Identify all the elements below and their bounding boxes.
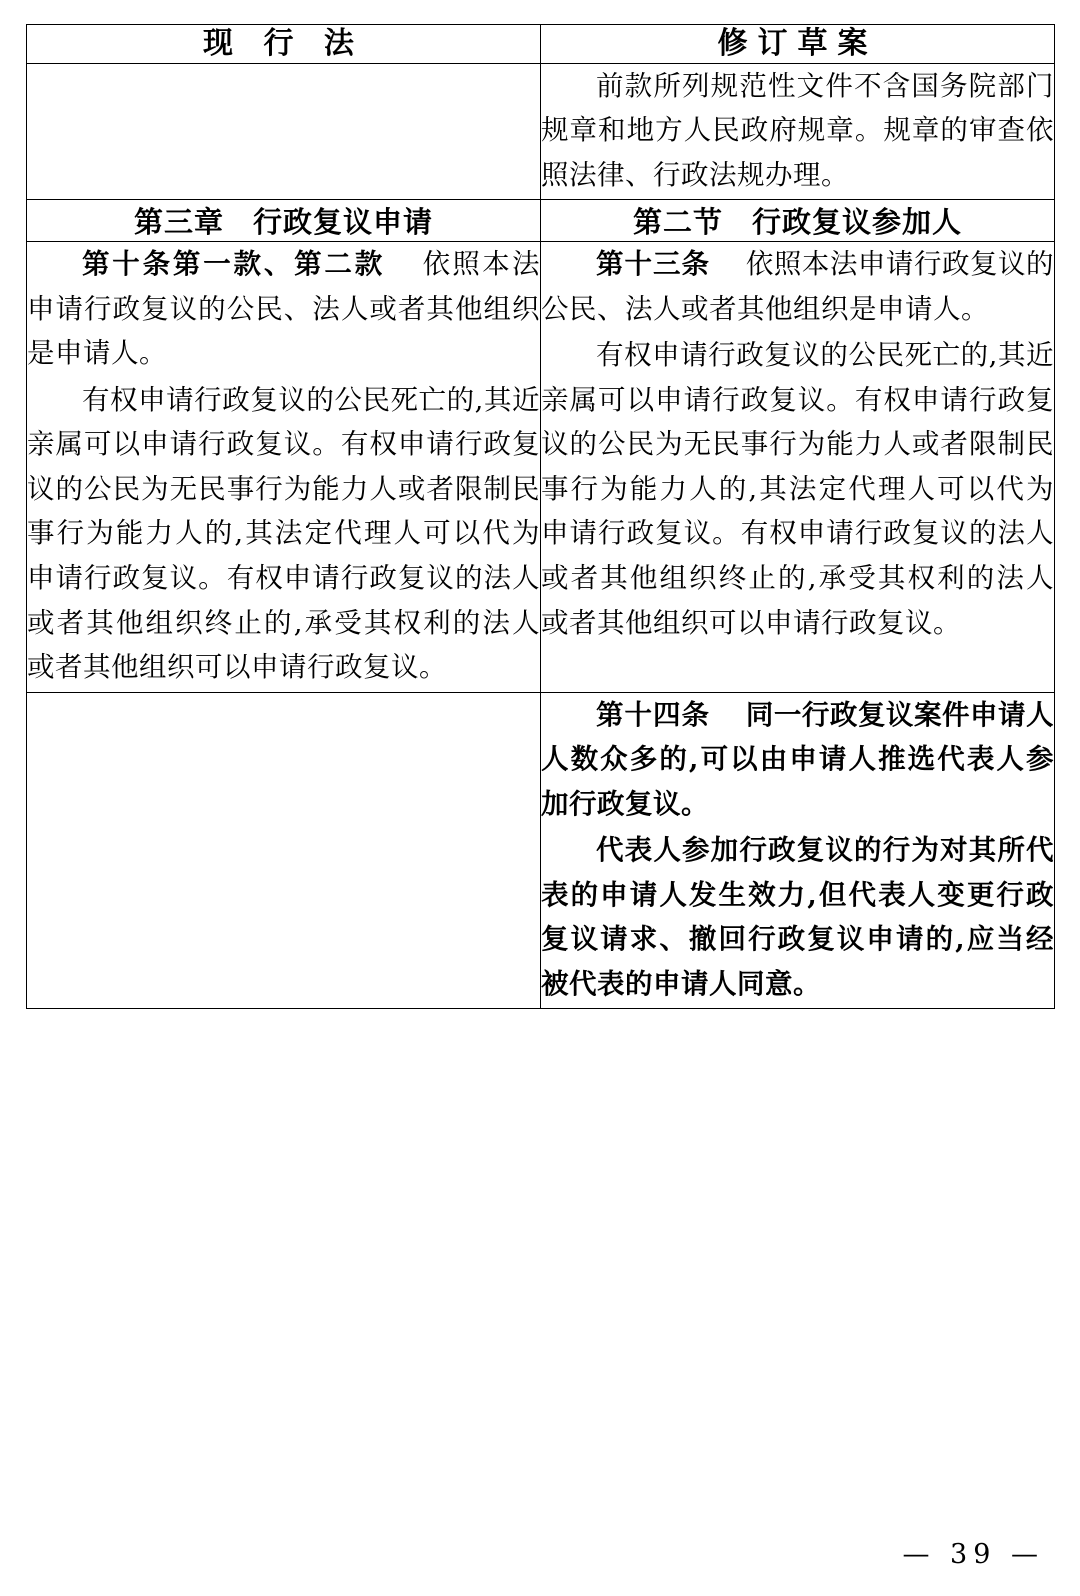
cell-revision-clause (541, 63, 1055, 200)
cell-current-law-article-10 (27, 242, 541, 692)
cell-current-law-empty-2 (27, 692, 541, 1009)
chapter-title: 行政复议申请 (253, 205, 434, 240)
section-title: 行政复议参加人 (752, 205, 963, 240)
paragraph-text: 同一行政复议案件申请人人数众多的,可以由申请人推选代表人参加行政复议。 (541, 698, 1055, 820)
paragraph (27, 378, 540, 690)
paragraph-text: 代表人参加行政复议的行为对其所代表的申请人发生效力,但代表人变更行政复议请求、撤回行政复议申请的,应当经被代表的申请人同意。 (541, 834, 1054, 1000)
paragraph (541, 333, 1054, 645)
article-number: 第十四条 (596, 698, 711, 731)
chapter-number: 第三章 (133, 205, 224, 240)
paragraph-text: 有权申请行政复议的公民死亡的,其近亲属可以申请行政复议。有权申请行政复议的公民为无民事行为能力人或者限制民事行为能力人的,其法定代理人可以代为申请行政复议。有权申请行政复议的法人或者其他组织终止的,承受其权利的法人或者其他组织可以申请行政复议。 (27, 383, 540, 684)
article-number: 第十三条 (596, 248, 711, 281)
paragraph: 前款所列规范性文件不含国务院部门规章和地方人民政府规章。规章的审查依照法律、行政法规办理。 (541, 69, 1054, 191)
table-row-chapter (27, 200, 1055, 242)
cell-chapter-current-law (27, 200, 541, 242)
cell-revision-article-13 (541, 242, 1055, 692)
cell-chapter-revision (541, 200, 1055, 242)
paragraph-text: 依照本法申请行政复议的公民、法人或者其他组织是申请人。 (27, 248, 541, 370)
paragraph-text: 有权申请行政复议的公民死亡的,其近亲属可以申请行政复议。有权申请行政复议的公民为无民事行为能力人或者限制民事行为能力人的,其法定代理人可以代为申请行政复议。有权申请行政复议的法人或者其他组织终止的,承受其权利的法人或者其他组织可以申请行政复议。 (541, 339, 1054, 639)
table-row (27, 692, 1055, 1009)
paragraph-text: 依照本法申请行政复议的公民、法人或者其他组织是申请人。 (541, 248, 1055, 325)
article-number: 第十条第一款、第二款 (82, 248, 386, 281)
cell-revision-article-14 (541, 692, 1055, 1009)
paragraph (27, 242, 540, 376)
paragraph (541, 693, 1054, 827)
cell-current-law-empty (27, 63, 541, 200)
table-row (27, 63, 1055, 200)
comparison-table (26, 24, 1055, 1009)
header-revision-draft: 修订草案 (541, 25, 1055, 64)
table-row (27, 242, 1055, 692)
section-number: 第二节 (632, 205, 723, 240)
page-number: — 39 — (902, 1539, 1044, 1570)
paragraph (541, 242, 1054, 331)
table-header-row (27, 25, 1055, 64)
paragraph (541, 828, 1054, 1006)
header-current-law: 现 行 法 (27, 25, 541, 64)
